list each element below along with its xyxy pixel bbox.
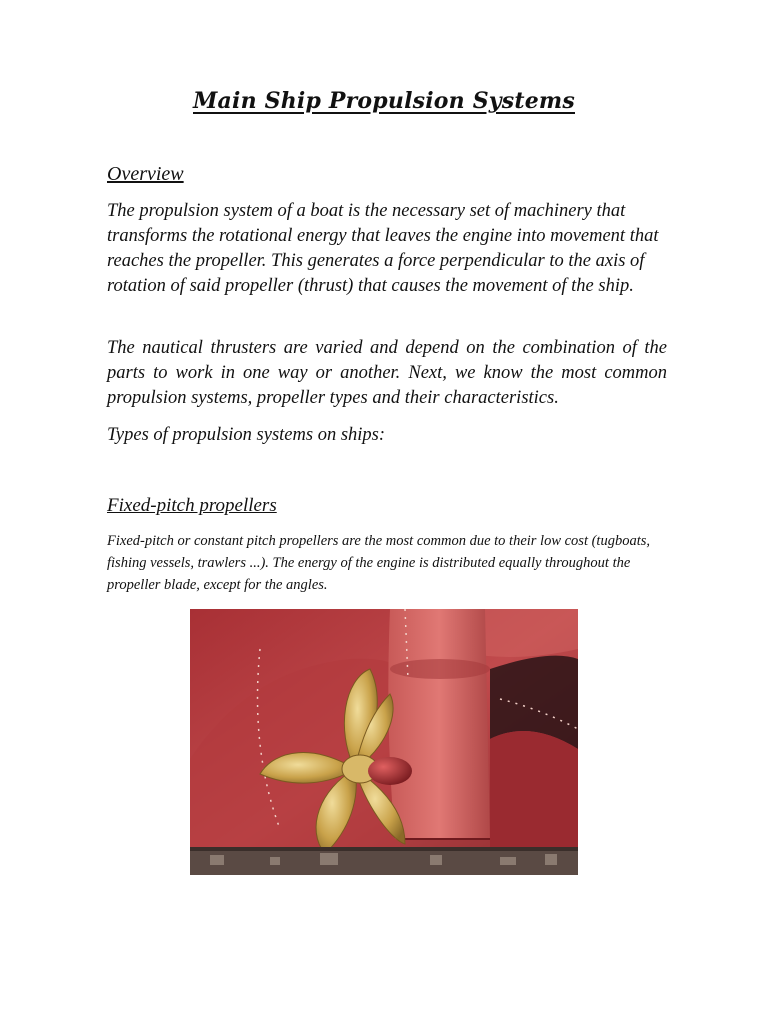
page-title: Main Ship Propulsion Systems <box>193 88 575 114</box>
ship-propeller-photo <box>190 609 578 875</box>
types-intro-paragraph: Types of propulsion systems on ships: <box>107 425 386 445</box>
overview-heading: Overview <box>107 163 184 185</box>
fixed-pitch-heading: Fixed-pitch propellers <box>107 495 277 516</box>
fixed-pitch-paragraph: Fixed-pitch or constant pitch propellers are the most common due to their low cost (tugboats, fishing vessels, trawlers ...). The energy of the engine is distributed equally throughout the propeller blade, except for the angles. <box>107 533 651 593</box>
thrusters-paragraph: The nautical thrusters are varied and depend on the combination of the parts to work in one way or another. Next, we know the most common propulsion systems, propeller types and their characteristics. <box>107 338 667 408</box>
overview-paragraph: The propulsion system of a boat is the necessary set of machinery that transforms the rotational energy that leaves the engine into movement that reaches the propeller. This generates a force perpendicular to the axis of rotation of said propeller (thrust) that causes the movement of the ship. <box>107 201 659 296</box>
